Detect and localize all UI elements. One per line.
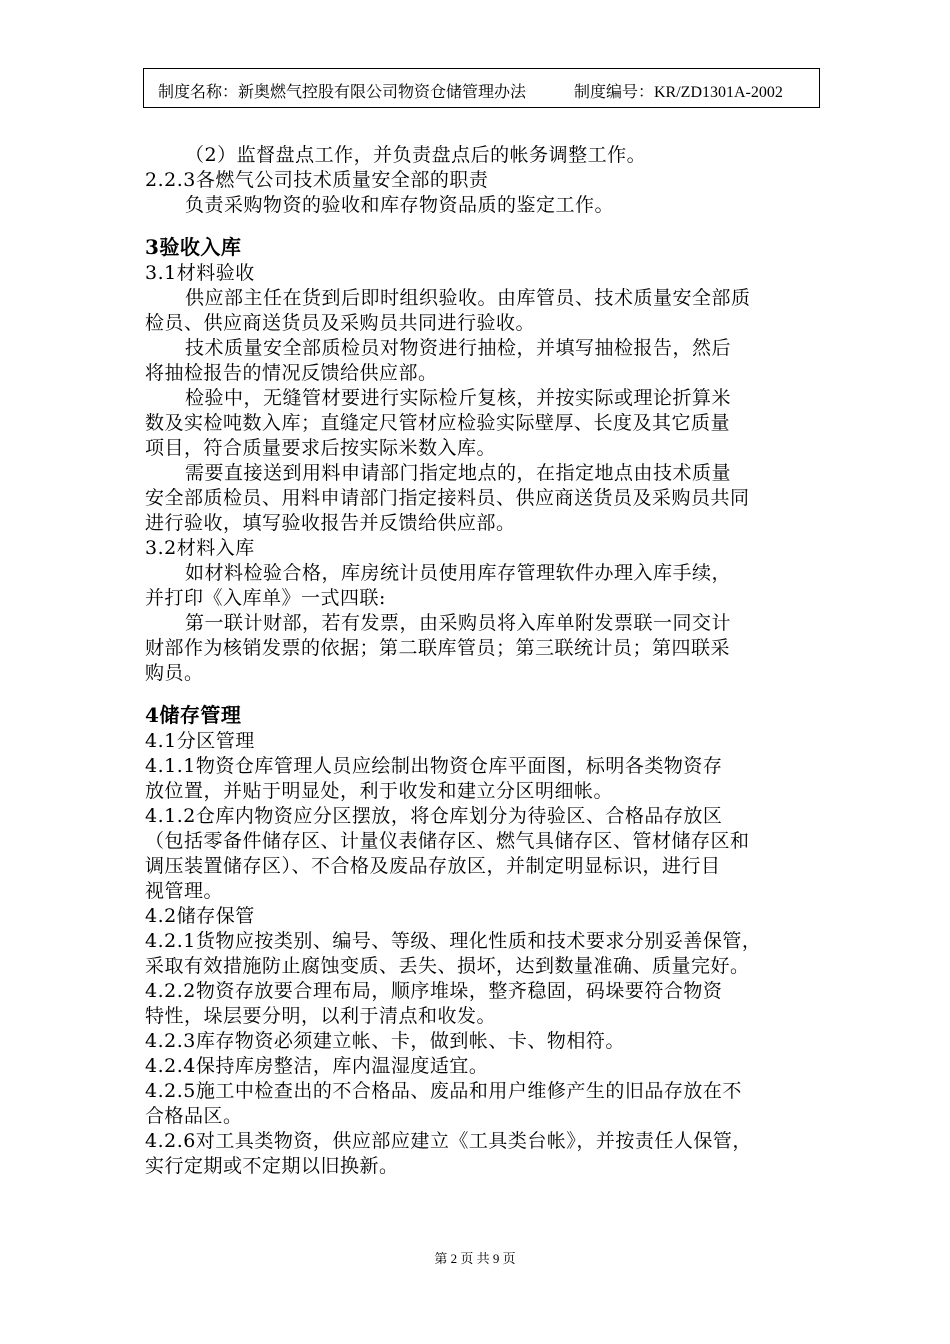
paragraph-line: 特性，垛层要分明，以利于清点和收发。 (145, 1005, 497, 1027)
paragraph-line: 安全部质检员、用料申请部门指定接料员、供应商送货员及采购员共同 (145, 487, 750, 509)
paragraph-line: 实行定期或不定期以旧换新。 (145, 1155, 399, 1177)
paragraph-line: 检员、供应商送货员及采购员共同进行验收。 (145, 312, 536, 334)
subsection-title: 4.2储存保管 (145, 905, 255, 927)
section-heading: 3验收入库 (145, 235, 242, 259)
subsection-title: 2.2.3各燃气公司技术质量安全部的职责 (145, 169, 489, 191)
paragraph-line: 财部作为核销发票的依据；第二联库管员；第三联统计员；第四联采 (145, 637, 731, 659)
paragraph-line: 需要直接送到用料申请部门指定地点的，在指定地点由技术质量 (185, 462, 732, 484)
paragraph-line: （包括零备件储存区、计量仪表储存区、燃气具储存区、管材储存区和 (145, 830, 750, 852)
paragraph-line: 4.2.3库存物资必须建立帐、卡，做到帐、卡、物相符。 (145, 1030, 625, 1052)
paragraph-line: 4.1.1物资仓库管理人员应绘制出物资仓库平面图，标明各类物资存 (145, 755, 723, 777)
paragraph-line: 4.2.6对工具类物资，供应部应建立《工具类台帐》，并按责任人保管， (145, 1130, 752, 1152)
document-header (143, 68, 820, 108)
paragraph-line: 如材料检验合格，库房统计员使用库存管理软件办理入库手续， (185, 562, 732, 584)
paragraph-line: 检验中，无缝管材要进行实际检斤复核，并按实际或理论折算米 (185, 387, 732, 409)
paragraph-line: 并打印《入库单》一式四联: (145, 587, 386, 609)
subsection-title: 4.1分区管理 (145, 730, 255, 752)
paragraph-line: 放位置，并贴于明显处，利于收发和建立分区明细帐。 (145, 780, 614, 802)
paragraph-line: 4.1.2仓库内物资应分区摆放，将仓库划分为待验区、合格品存放区 (145, 805, 723, 827)
paragraph-line: 合格品区。 (145, 1105, 243, 1127)
paragraph-line: 4.2.4保持库房整洁，库内温湿度适宜。 (145, 1055, 489, 1077)
paragraph-line: 视管理。 (145, 880, 224, 902)
doc-code: 制度编号：KR/ZD1301A-2002 (574, 84, 783, 101)
subsection-title: 3.2材料入库 (145, 537, 255, 559)
paragraph-line: 进行验收，填写验收报告并反馈给供应部。 (145, 512, 516, 534)
paragraph-line: 项目，符合质量要求后按实际米数入库。 (145, 437, 497, 459)
subsection-title: 3.1材料验收 (145, 262, 255, 284)
section-heading: 4储存管理 (145, 703, 242, 727)
paragraph-line: 数及实检吨数入库；直缝定尺管材应检验实际壁厚、长度及其它质量 (145, 412, 731, 434)
paragraph-line: 购员。 (145, 662, 204, 684)
paragraph-line: 4.2.5施工中检查出的不合格品、废品和用户维修产生的旧品存放在不 (145, 1080, 742, 1102)
paragraph-line: 第一联计财部，若有发票，由采购员将入库单附发票联一同交计 (185, 612, 732, 634)
paragraph-line: 4.2.2物资存放要合理布局，顺序堆垛，整齐稳固，码垛要符合物资 (145, 980, 723, 1002)
paragraph-line: （2）监督盘点工作，并负责盘点后的帐务调整工作。 (185, 144, 647, 166)
paragraph-line: 技术质量安全部质检员对物资进行抽检，并填写抽检报告，然后 (185, 337, 732, 359)
paragraph-line: 供应部主任在货到后即时组织验收。由库管员、技术质量安全部质 (185, 287, 751, 309)
paragraph-line: 采取有效措施防止腐蚀变质、丢失、损坏，达到数量准确、质量完好。 (145, 955, 750, 977)
document-body (145, 143, 830, 1179)
page-number: 第 2 页 共 9 页 (434, 1251, 516, 1266)
paragraph-line: 负责采购物资的验收和库存物资品质的鉴定工作。 (185, 194, 615, 216)
paragraph-line: 4.2.1货物应按类别、编号、等级、理化性质和技术要求分别妥善保管， (145, 930, 762, 952)
doc-name: 制度名称：新奥燃气控股有限公司物资仓储管理办法 (158, 84, 527, 101)
paragraph-line: 将抽检报告的情况反馈给供应部。 (145, 362, 438, 384)
paragraph-line: 调压装置储存区）、不合格及废品存放区，并制定明显标识，进行目 (145, 855, 721, 877)
